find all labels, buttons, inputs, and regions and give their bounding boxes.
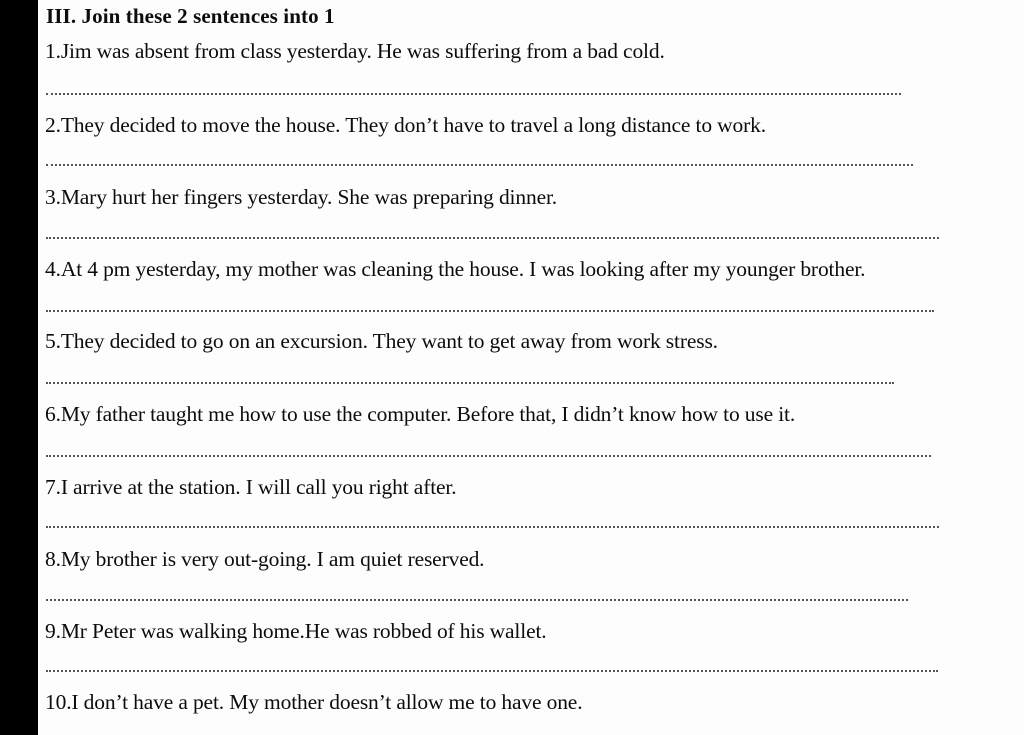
question-10: 10.I don’t have a pet. My mother doesn’t allow me to have one. — [45, 690, 583, 714]
question-5: 5.They decided to go on an excursion. They want to get away from work stress. — [45, 329, 718, 353]
section-heading: III. Join these 2 sentences into 1 — [46, 4, 335, 28]
answer-line-1[interactable] — [46, 93, 901, 95]
answer-line-5[interactable] — [46, 382, 894, 384]
answer-line-8[interactable] — [46, 599, 908, 601]
answer-line-2[interactable] — [46, 164, 913, 166]
answer-line-3[interactable] — [46, 237, 939, 239]
question-6: 6.My father taught me how to use the computer. Before that, I didn’t know how to use it. — [45, 402, 796, 426]
answer-line-4[interactable] — [46, 310, 934, 312]
answer-line-9[interactable] — [46, 670, 938, 672]
question-3: 3.Mary hurt her fingers yesterday. She was preparing dinner. — [45, 185, 558, 209]
answer-line-6[interactable] — [46, 455, 931, 457]
question-9: 9.Mr Peter was walking home.He was robbed of his wallet. — [45, 619, 547, 643]
question-7: 7.I arrive at the station. I will call you right after. — [45, 475, 457, 499]
question-1: 1.Jim was absent from class yesterday. He was suffering from a bad cold. — [45, 39, 665, 63]
question-2: 2.They decided to move the house. They don’t have to travel a long distance to work. — [45, 113, 766, 137]
answer-line-7[interactable] — [46, 526, 939, 528]
worksheet-page — [38, 0, 1024, 735]
question-8: 8.My brother is very out-going. I am quiet reserved. — [45, 547, 485, 571]
question-4: 4.At 4 pm yesterday, my mother was cleaning the house. I was looking after my younger brother. — [45, 257, 866, 281]
